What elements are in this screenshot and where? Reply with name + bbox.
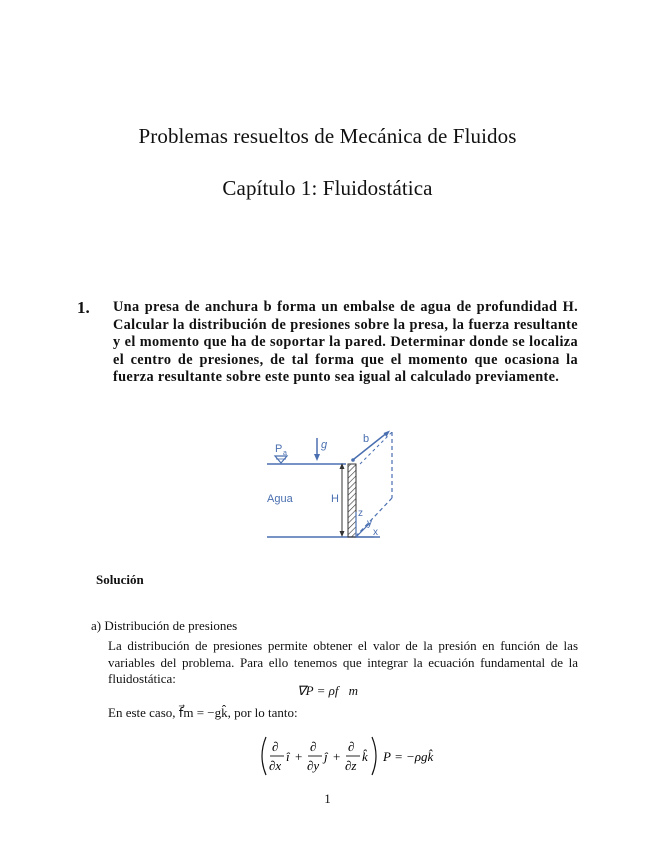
width-arrow	[354, 432, 388, 459]
svg-text:+: +	[295, 749, 303, 764]
svg-text:î: î	[286, 749, 290, 764]
label-agua: Agua	[267, 493, 293, 505]
svg-text:∂y: ∂y	[307, 758, 320, 773]
solution-heading: Solución	[96, 572, 144, 587]
label-y: y	[367, 518, 372, 529]
label-pa: P	[275, 443, 283, 455]
paragraph-1: La distribución de presiones permite obtener el valor de la presión en función de las variables del problema. Para ello tenemos que integrar la ecuación fundamental de la fluidostática:	[108, 638, 578, 687]
paragraph-2: En este caso, f⃗m = −gk̂, por lo tanto:	[108, 705, 298, 720]
svg-text:∂: ∂	[348, 739, 355, 754]
dam-diagram	[262, 428, 402, 540]
free-surface-icon	[275, 456, 287, 463]
item-a	[91, 618, 237, 634]
equation-1-text: ∇P = ρf⃗m	[296, 683, 359, 698]
svg-text:+: +	[333, 749, 341, 764]
svg-text:∂x: ∂x	[269, 758, 282, 773]
svg-text:=: =	[395, 749, 403, 764]
svg-text:ĵ: ĵ	[324, 749, 328, 764]
label-pa-sub: a	[283, 450, 287, 457]
label-g: g	[321, 439, 328, 451]
label-b: b	[363, 433, 370, 445]
equation-1	[0, 683, 655, 699]
label-h: H	[331, 493, 339, 505]
svg-text:−ρgk̂: −ρgk̂	[406, 749, 434, 764]
item-a-title: Distribución de presiones	[104, 618, 238, 633]
dam-wall	[348, 464, 356, 537]
equation-2	[258, 735, 438, 777]
svg-text:∂: ∂	[272, 739, 279, 754]
page-number: 1	[324, 791, 331, 806]
document-title: Problemas resueltos de Mecánica de Fluidos	[138, 124, 517, 148]
item-a-label: a)	[91, 618, 102, 633]
svg-text:k̂: k̂	[362, 749, 368, 764]
svg-text:∂z: ∂z	[345, 758, 357, 773]
svg-text:∂: ∂	[310, 739, 317, 754]
problem-statement: Una presa de anchura b forma un embalse de agua de profundidad H. Calcular la distribución de presiones sobre la presa, la fuerza resultante y el momento que ha de soportar la pared. Determinar donde se localiza el centro de presiones, de tal forma que el momento que ocasiona la fuerza resultante sobre este punto sea igual al calculado previamente.	[113, 299, 578, 386]
chapter-title: Capítulo 1: Fluidostática	[222, 176, 433, 200]
svg-text:P: P	[383, 749, 391, 764]
label-x: x	[373, 527, 378, 538]
label-z: z	[358, 508, 363, 519]
problem-number: 1.	[77, 298, 90, 317]
